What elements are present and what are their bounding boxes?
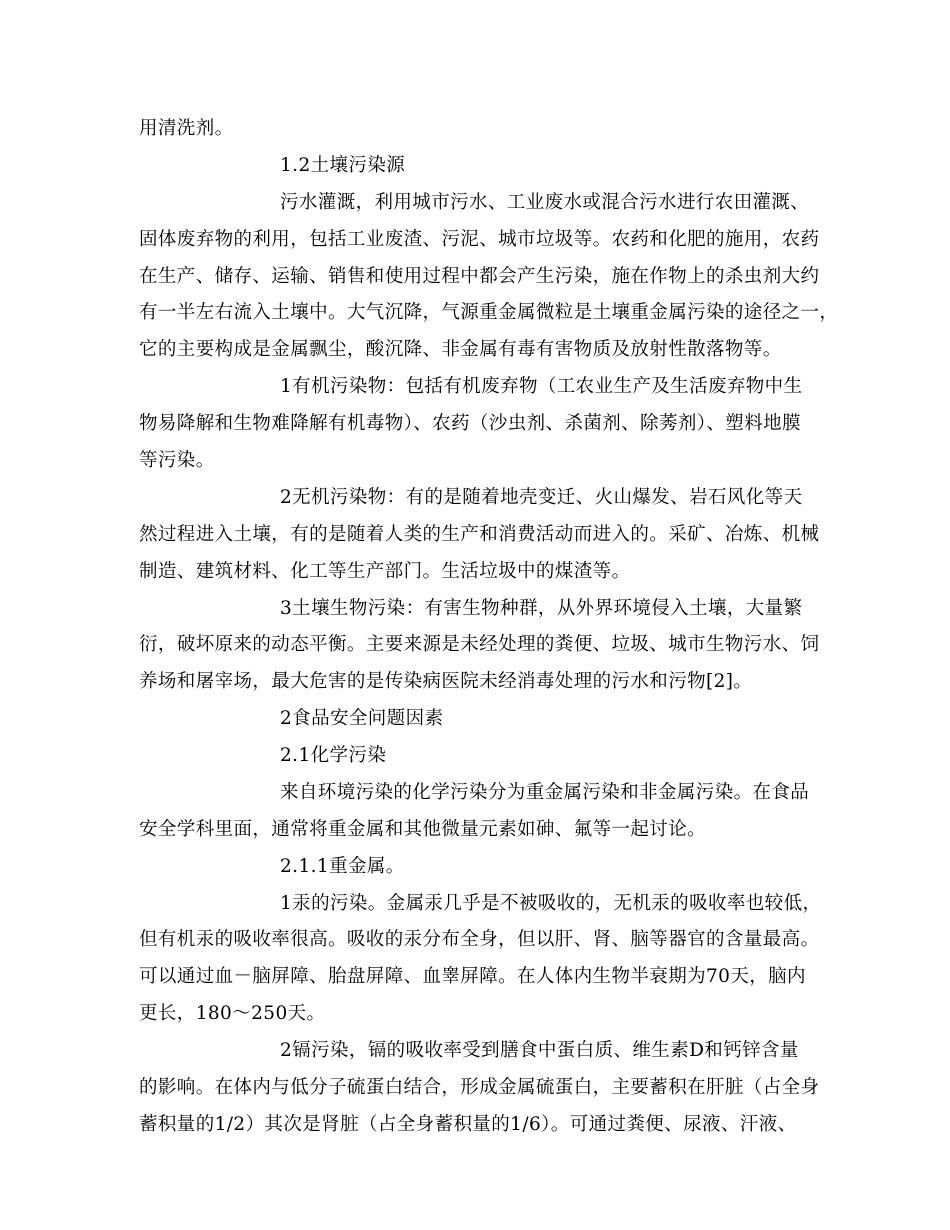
text-line: 的影响。在体内与低分子硫蛋白结合，形成金属硫蛋白，主要蓄积在肝脏（占全身: [139, 1077, 820, 1098]
section-heading: 2食品安全问题因素: [280, 708, 444, 729]
text-line: 用清洗剂。: [139, 118, 234, 139]
text-line: 安全学科里面，通常将重金属和其他微量元素如砷、氟等一起讨论。: [139, 819, 707, 840]
section-heading: 1.2土壤污染源: [280, 155, 406, 176]
text-line: 固体废弃物的利用，包括工业废渣、污泥、城市垃圾等。农药和化肥的施用，农药: [139, 229, 820, 250]
text-line: 它的主要构成是金属飘尘，酸沉降、非金属有毒有害物质及放射性散落物等。: [139, 339, 782, 360]
text-line: 1汞的污染。金属汞几乎是不被吸收的，无机汞的吸收率也较低，: [280, 893, 822, 914]
text-line: 制造、建筑材料、化工等生产部门。生活垃圾中的煤渣等。: [139, 561, 631, 582]
text-line: 蓄积量的1/2）其次是肾脏（占全身蓄积量的1/6）。可通过粪便、尿液、汗液、: [139, 1114, 797, 1135]
text-line: 2镉污染，镉的吸收率受到膳食中蛋白质、维生素D和钙锌含量: [280, 1040, 799, 1061]
text-line: 在生产、储存、运输、销售和使用过程中都会产生污染，施在作物上的杀虫剂大约: [139, 266, 820, 287]
subsection-heading: 2.1化学污染: [280, 745, 387, 766]
text-line: 养场和屠宰场，最大危害的是传染病医院未经消毒处理的污水和污物[2]。: [139, 671, 753, 692]
text-line: 然过程进入土壤，有的是随着人类的生产和消费活动而进入的。采矿、冶炼、机械: [139, 524, 820, 545]
text-line: 可以通过血－脑屏障、胎盘屏障、血睾屏障。在人体内生物半衰期为70天，脑内: [139, 966, 806, 987]
text-line: 2无机污染物：有的是随着地壳变迁、火山爆发、岩石风化等天: [280, 487, 803, 508]
text-line: 1有机污染物：包括有机废弃物（工农业生产及生活废弃物中生: [280, 376, 803, 397]
text-line: 来自环境污染的化学污染分为重金属污染和非金属污染。在食品: [280, 782, 810, 803]
text-line: 衍，破坏原来的动态平衡。主要来源是未经处理的粪便、垃圾、城市生物污水、饲: [139, 634, 820, 655]
text-line: 有一半左右流入土壤中。大气沉降，气源重金属微粒是土壤重金属污染的途径之一，: [139, 302, 839, 323]
text-line: 更长，180～250天。: [139, 1003, 326, 1024]
text-line: 污水灌溉，利用城市污水、工业废水或混合污水进行农田灌溉、: [280, 192, 810, 213]
subsection-heading: 2.1.1重金属。: [280, 856, 405, 877]
text-line: 物易降解和生物难降解有机毒物）、农药（沙虫剂、杀菌剂、除莠剂）、塑料地膜: [139, 413, 801, 434]
text-line: 等污染。: [139, 450, 215, 471]
text-line: 但有机汞的吸收率很高。吸收的汞分布全身，但以肝、肾、脑等器官的含量最高。: [139, 929, 820, 950]
text-line: 3土壤生物污染：有害生物种群，从外界环境侵入土壤，大量繁: [280, 598, 803, 619]
